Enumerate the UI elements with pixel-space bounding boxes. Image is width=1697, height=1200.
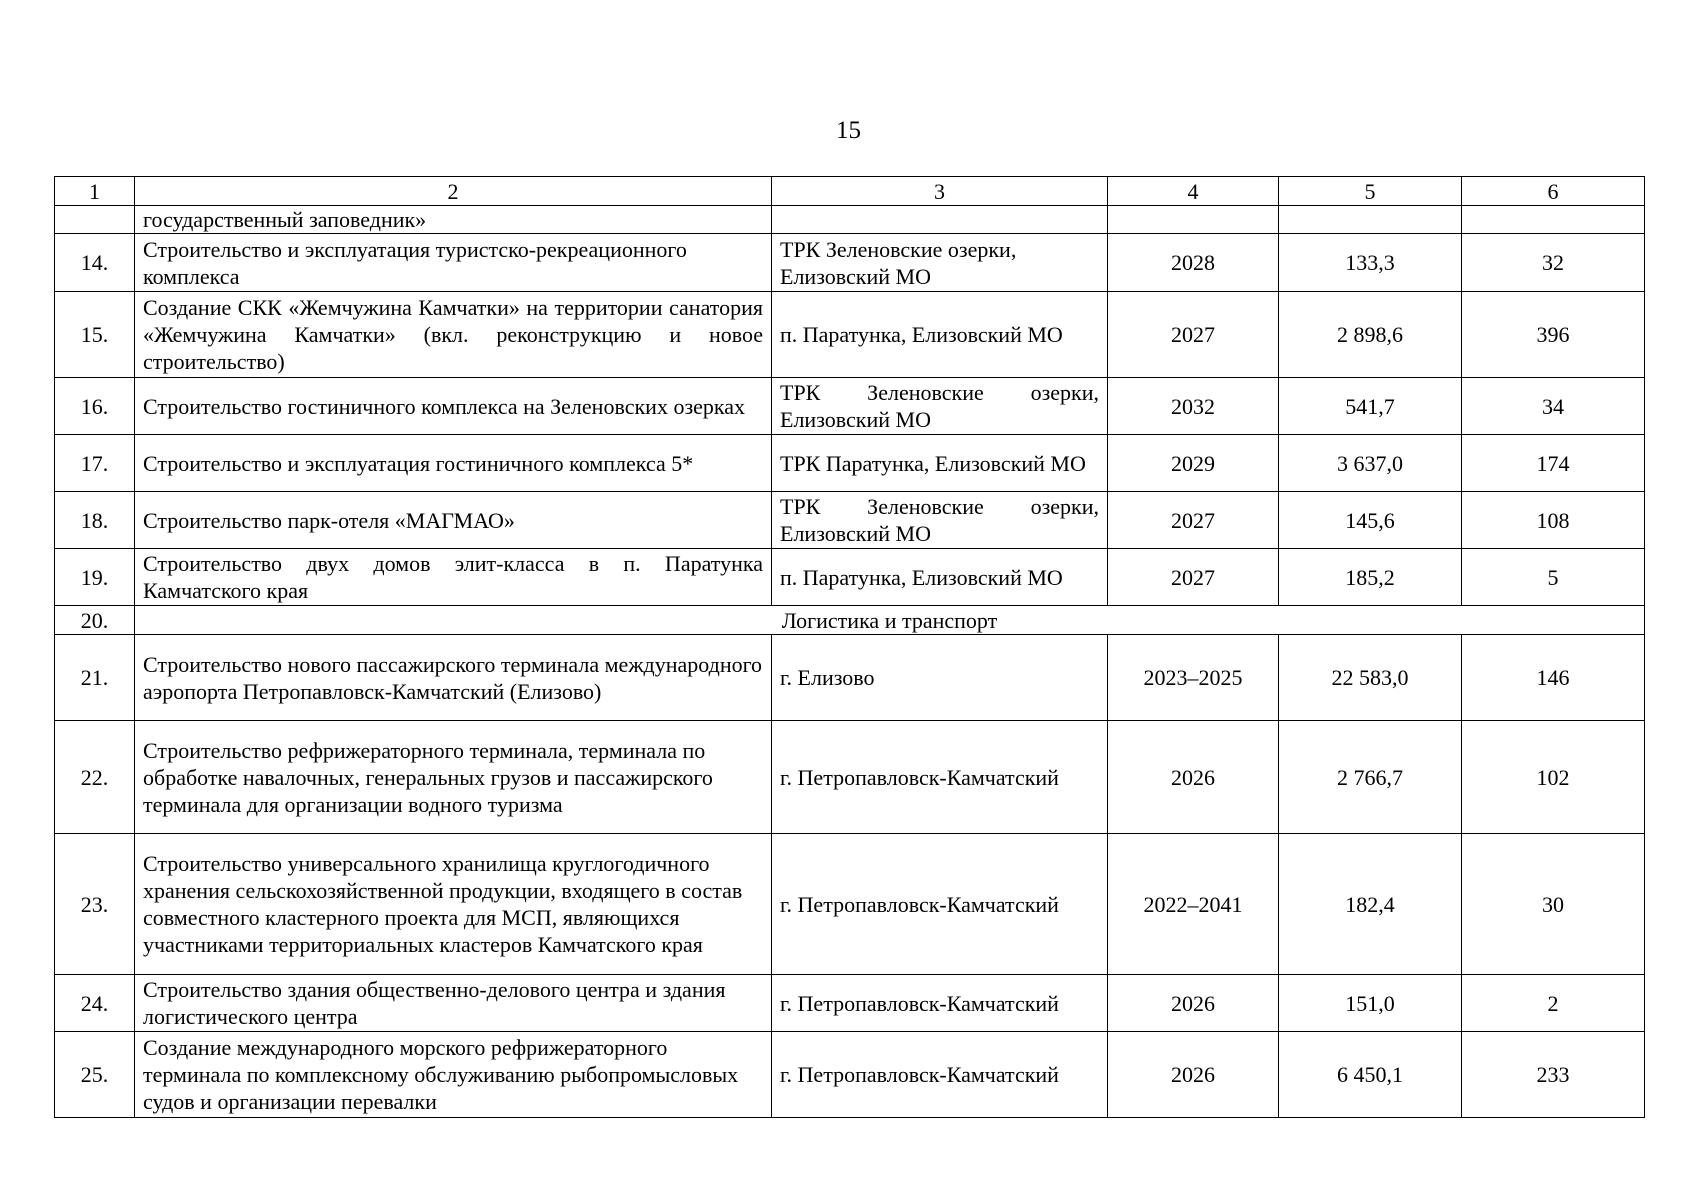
project-count: 108 [1462,492,1645,549]
project-location: п. Паратунка, Елизовский МО [772,292,1108,378]
project-count: 2 [1462,975,1645,1032]
project-value: 22 583,0 [1279,635,1462,721]
project-name: Строительство парк-отеля «МАГМАО» [135,492,772,549]
project-location: ТРК Зеленовские озерки, Елизовский МО [772,378,1108,435]
project-name: Строительство здания общественно-делового центра и здания логистического центра [135,975,772,1032]
project-year [1108,206,1279,234]
project-value: 145,6 [1279,492,1462,549]
table-header-row [55,177,1645,206]
project-name: Создание СКК «Жемчужина Камчатки» на территории санатория «Жемчужина Камчатки» (вкл. реконструкцию и новое строительство) [135,292,772,378]
row-number: 19. [55,549,135,606]
table-row [55,834,1645,975]
project-count: 233 [1462,1032,1645,1118]
header-cell: 3 [772,177,1108,206]
header-cell: 4 [1108,177,1279,206]
table-row [55,635,1645,721]
project-name: Строительство рефрижераторного терминала, терминала по обработке навалочных, генеральных грузов и пассажирского терминала для организации водного туризма [135,721,772,834]
page-number: 15 [836,117,861,144]
project-name: Создание международного морского рефрижераторного терминала по комплексному обслуживанию рыбопромысловых судов и организации перевалки [135,1032,772,1118]
row-number: 21. [55,635,135,721]
row-number: 17. [55,435,135,492]
row-number: 14. [55,234,135,292]
project-year: 2032 [1108,378,1279,435]
project-location: г. Петропавловск-Камчатский [772,1032,1108,1118]
project-value: 3 637,0 [1279,435,1462,492]
row-number: 15. [55,292,135,378]
project-count: 34 [1462,378,1645,435]
row-number [55,206,135,234]
section-row [55,606,1645,635]
table-row [55,721,1645,834]
project-value: 541,7 [1279,378,1462,435]
projects-table [54,176,1645,1118]
table-row [55,492,1645,549]
project-location: г. Петропавловск-Камчатский [772,834,1108,975]
project-year: 2027 [1108,492,1279,549]
project-value: 182,4 [1279,834,1462,975]
table-row [55,1032,1645,1118]
table-row [55,206,1645,234]
header-cell: 5 [1279,177,1462,206]
project-year: 2028 [1108,234,1279,292]
row-number: 22. [55,721,135,834]
project-location: г. Петропавловск-Камчатский [772,721,1108,834]
table-row [55,549,1645,606]
project-count [1462,206,1645,234]
project-value [1279,206,1462,234]
project-year: 2026 [1108,721,1279,834]
table-row [55,378,1645,435]
project-name: Строительство нового пассажирского терминала международного аэропорта Петропавловск-Камчатский (Елизово) [135,635,772,721]
project-count: 174 [1462,435,1645,492]
project-count: 102 [1462,721,1645,834]
header-cell: 1 [55,177,135,206]
project-year: 2026 [1108,975,1279,1032]
project-count: 146 [1462,635,1645,721]
project-year: 2027 [1108,549,1279,606]
project-count: 30 [1462,834,1645,975]
table-row [55,435,1645,492]
row-number: 23. [55,834,135,975]
row-number: 18. [55,492,135,549]
project-name: Строительство гостиничного комплекса на Зеленовских озерках [135,378,772,435]
project-value: 133,3 [1279,234,1462,292]
project-location: п. Паратунка, Елизовский МО [772,549,1108,606]
table-row [55,975,1645,1032]
project-location: ТРК Зеленовские озерки, Елизовский МО [772,234,1108,292]
project-name: государственный заповедник» [135,206,772,234]
row-number: 25. [55,1032,135,1118]
project-year: 2027 [1108,292,1279,378]
project-value: 151,0 [1279,975,1462,1032]
project-year: 2022–2041 [1108,834,1279,975]
table-row [55,292,1645,378]
project-location [772,206,1108,234]
project-location: ТРК Паратунка, Елизовский МО [772,435,1108,492]
header-cell: 2 [135,177,772,206]
project-year: 2029 [1108,435,1279,492]
project-name: Строительство и эксплуатация туристско-рекреационного комплекса [135,234,772,292]
row-number: 24. [55,975,135,1032]
project-count: 396 [1462,292,1645,378]
project-year: 2023–2025 [1108,635,1279,721]
row-number: 20. [55,606,135,635]
project-location: ТРК Зеленовские озерки, Елизовский МО [772,492,1108,549]
project-value: 2 766,7 [1279,721,1462,834]
project-value: 6 450,1 [1279,1032,1462,1118]
project-year: 2026 [1108,1032,1279,1118]
section-title: Логистика и транспорт [135,606,1645,635]
project-location: г. Петропавловск-Камчатский [772,975,1108,1032]
project-value: 185,2 [1279,549,1462,606]
project-value: 2 898,6 [1279,292,1462,378]
project-count: 32 [1462,234,1645,292]
project-count: 5 [1462,549,1645,606]
table-row [55,234,1645,292]
project-name: Строительство и эксплуатация гостиничного комплекса 5* [135,435,772,492]
project-name: Строительство двух домов элит-класса в п. Паратунка Камчатского края [135,549,772,606]
row-number: 16. [55,378,135,435]
project-location: г. Елизово [772,635,1108,721]
project-name: Строительство универсального хранилища круглогодичного хранения сельскохозяйственной продукции, входящего в состав совместного кластерного проекта для МСП, являющихся участниками территориальных кластеров Камчатского края [135,834,772,975]
header-cell: 6 [1462,177,1645,206]
